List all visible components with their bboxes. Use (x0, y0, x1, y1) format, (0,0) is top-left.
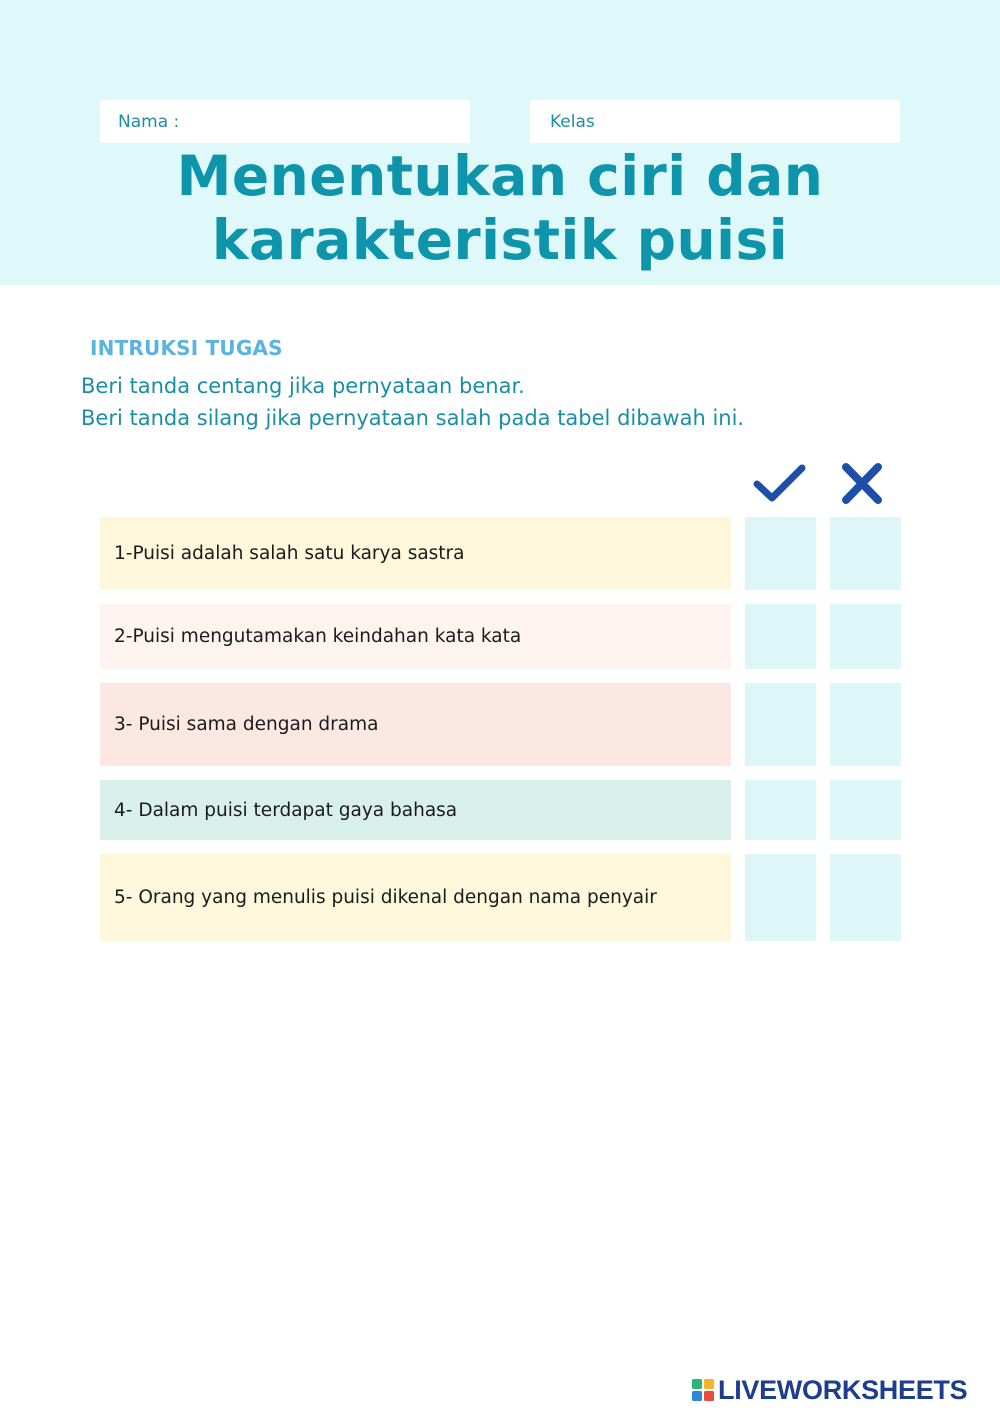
liveworksheets-logo-text: LIVEWORKSHEETS (718, 1374, 968, 1405)
true-answer-box[interactable] (745, 854, 816, 941)
statement-text: 5- Orang yang menulis puisi dikenal dengan nama penyair (100, 854, 731, 941)
false-answer-box[interactable] (830, 683, 901, 766)
cross-icon (834, 462, 890, 506)
instruction-line-2: Beri tanda silang jika pernyataan salah pada tabel dibawah ini. (81, 406, 745, 430)
name-label: Nama : (118, 111, 180, 132)
statement-row-5 (100, 854, 900, 941)
liveworksheets-logo-icon (692, 1379, 714, 1401)
false-answer-box[interactable] (830, 604, 901, 669)
statement-text: 1-Puisi adalah salah satu karya sastra (100, 517, 731, 590)
instruction-line-1: Beri tanda centang jika pernyataan benar. (81, 374, 525, 398)
true-answer-box[interactable] (745, 517, 816, 590)
statement-row-1 (100, 517, 900, 590)
class-field[interactable] (530, 100, 900, 143)
class-label: Kelas (550, 111, 595, 132)
statement-text: 3- Puisi sama dengan drama (100, 683, 731, 766)
false-answer-box[interactable] (830, 854, 901, 941)
title-line-1: Menentukan ciri dan (176, 144, 824, 208)
statement-text: 2-Puisi mengutamakan keindahan kata kata (100, 604, 731, 669)
name-field[interactable] (100, 100, 470, 143)
statement-row-4 (100, 780, 900, 840)
true-answer-box[interactable] (745, 604, 816, 669)
statement-row-2 (100, 604, 900, 669)
liveworksheets-logo (692, 1372, 967, 1408)
check-icon (752, 462, 808, 506)
statement-row-3 (100, 683, 900, 766)
statement-text: 4- Dalam puisi terdapat gaya bahasa (100, 780, 731, 840)
false-answer-box[interactable] (830, 517, 901, 590)
instructions-heading: INTRUKSI TUGAS (90, 336, 283, 360)
page-title (0, 144, 1000, 272)
false-answer-box[interactable] (830, 780, 901, 840)
title-line-2: karakteristik puisi (211, 208, 789, 272)
true-answer-box[interactable] (745, 780, 816, 840)
true-answer-box[interactable] (745, 683, 816, 766)
